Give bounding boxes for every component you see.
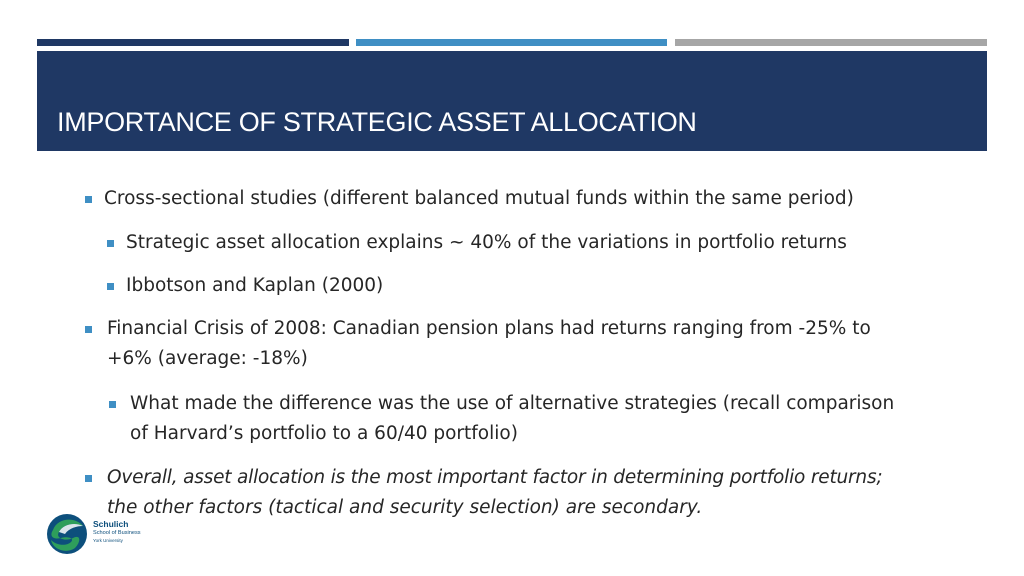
square-bullet-icon [109, 401, 116, 408]
bullet-level1 [85, 463, 995, 523]
logo-name: Schulich [93, 519, 129, 529]
bullet-text-line1: Financial Crisis of 2008: Canadian pension plans had returns ranging from -25% to [107, 318, 871, 339]
bullet-text: Cross-sectional studies (different balanced mutual funds within the same period) [104, 188, 854, 209]
square-bullet-icon [85, 196, 92, 203]
bullet-text-line2: of Harvard’s portfolio to a 60/40 portfolio) [130, 423, 518, 444]
bullet-text-line2: +6% (average: -18%) [107, 348, 308, 369]
square-bullet-icon [107, 240, 114, 247]
slide-title: IMPORTANCE OF STRATEGIC ASSET ALLOCATION [57, 107, 697, 137]
bullet-level2 [107, 271, 987, 301]
square-bullet-icon [85, 475, 92, 482]
bullet-level1 [85, 314, 985, 374]
bullet-text-line2: the other factors (tactical and security selection) are secondary. [107, 497, 703, 518]
bullet-level2 [109, 389, 989, 449]
logo-university: York University [93, 538, 123, 543]
logo-subtitle: School of Business [93, 530, 141, 536]
square-bullet-icon [85, 326, 92, 333]
bullet-text-line1: What made the difference was the use of alternative strategies (recall comparison [130, 393, 895, 414]
bullet-text: Ibbotson and Kaplan (2000) [126, 275, 384, 296]
bullet-level2 [107, 228, 987, 258]
bullet-text-line1: Overall, asset allocation is the most important factor in determining portfolio returns; [107, 467, 883, 488]
bullet-text: Strategic asset allocation explains ~ 40% of the variations in portfolio returns [126, 232, 847, 253]
schulich-logo [45, 512, 155, 556]
bullet-level1 [85, 184, 985, 214]
square-bullet-icon [107, 283, 114, 290]
schulich-emblem-icon [45, 512, 89, 556]
